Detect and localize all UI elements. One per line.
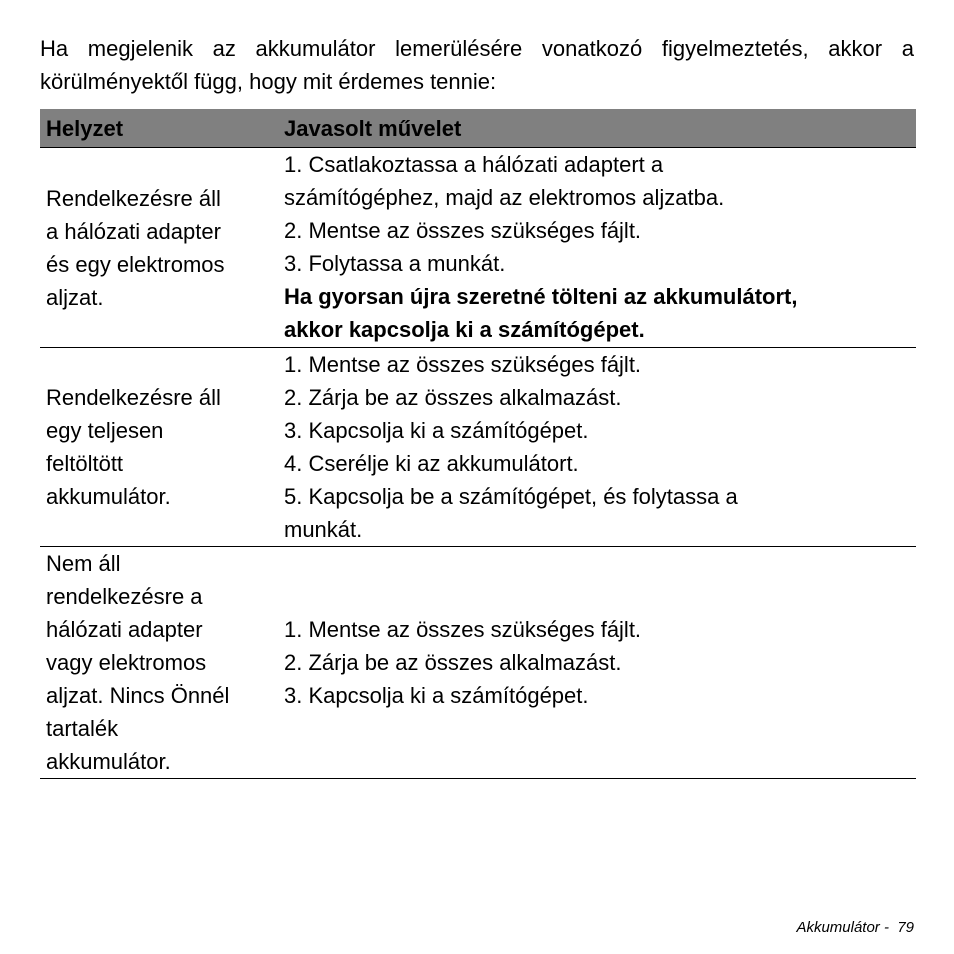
action-cell bbox=[278, 148, 916, 348]
situation-line: feltöltött bbox=[46, 451, 124, 476]
action-line: 3. Kapcsolja ki a számítógépet. bbox=[284, 418, 589, 443]
bold-note-line: Ha gyorsan újra szeretné tölteni az akkumulátort, bbox=[284, 284, 798, 309]
situation-line: Rendelkezésre áll bbox=[46, 385, 221, 410]
action-cell bbox=[278, 547, 916, 779]
situation-line: és egy elektromos bbox=[46, 251, 225, 277]
situation-cell bbox=[40, 148, 278, 348]
action-line: 4. Cserélje ki az akkumulátort. bbox=[284, 451, 579, 476]
intro-paragraph: Ha megjelenik az akkumulátor lemerülésére vonatkozó figyelmeztetés, akkor a körülményektől függ, hogy mit érdemes tennie: bbox=[40, 36, 914, 94]
action-line: 5. Kapcsolja be a számítógépet, és folytassa a bbox=[284, 484, 738, 509]
situation-line: Nem áll bbox=[46, 551, 121, 576]
action-cell bbox=[278, 348, 916, 547]
table-header-row bbox=[40, 109, 916, 148]
situation-line: rendelkezésre a bbox=[46, 584, 203, 609]
situation-cell bbox=[40, 547, 278, 779]
action-line: 3. Folytassa a munkát. bbox=[284, 251, 506, 276]
situation-line: aljzat. bbox=[46, 284, 104, 310]
situation-line: hálózati adapter bbox=[46, 617, 203, 642]
table-row bbox=[40, 348, 916, 547]
situation-line: vagy elektromos bbox=[46, 650, 207, 675]
action-line: 1. Mentse az összes szükséges fájlt. bbox=[284, 617, 642, 642]
situation-line: tartalék bbox=[46, 716, 119, 741]
situation-line: a hálózati adapter bbox=[46, 218, 221, 244]
action-line: 1. Csatlakoztassa a hálózati adaptert a bbox=[284, 152, 664, 177]
bold-note-line: akkor kapcsolja ki a számítógépet. bbox=[284, 317, 645, 342]
situation-line: akkumulátor. bbox=[46, 484, 171, 509]
table-row bbox=[40, 547, 916, 779]
page-number: 79 bbox=[897, 919, 914, 936]
action-line: 2. Zárja be az összes alkalmazást. bbox=[284, 650, 622, 675]
action-line: munkát. bbox=[284, 517, 363, 542]
page-footer bbox=[796, 918, 914, 938]
situation-line: egy teljesen bbox=[46, 418, 164, 443]
situation-line: aljzat. Nincs Önnél bbox=[46, 683, 230, 708]
footer-section-title: Akkumulátor - bbox=[796, 919, 889, 936]
action-line: számítógéphez, majd az elektromos aljzatba. bbox=[284, 185, 725, 210]
battery-warning-table bbox=[40, 109, 916, 779]
situation-line: Rendelkezésre áll bbox=[46, 185, 221, 211]
action-line: 1. Mentse az összes szükséges fájlt. bbox=[284, 352, 642, 377]
action-line: 2. Mentse az összes szükséges fájlt. bbox=[284, 218, 642, 243]
situation-line: akkumulátor. bbox=[46, 749, 171, 774]
situation-cell bbox=[40, 348, 278, 547]
table-row bbox=[40, 148, 916, 348]
action-line: 2. Zárja be az összes alkalmazást. bbox=[284, 385, 622, 410]
header-situation: Helyzet bbox=[40, 109, 278, 148]
header-recommended-action: Javasolt művelet bbox=[278, 109, 916, 148]
action-line: 3. Kapcsolja ki a számítógépet. bbox=[284, 683, 589, 708]
